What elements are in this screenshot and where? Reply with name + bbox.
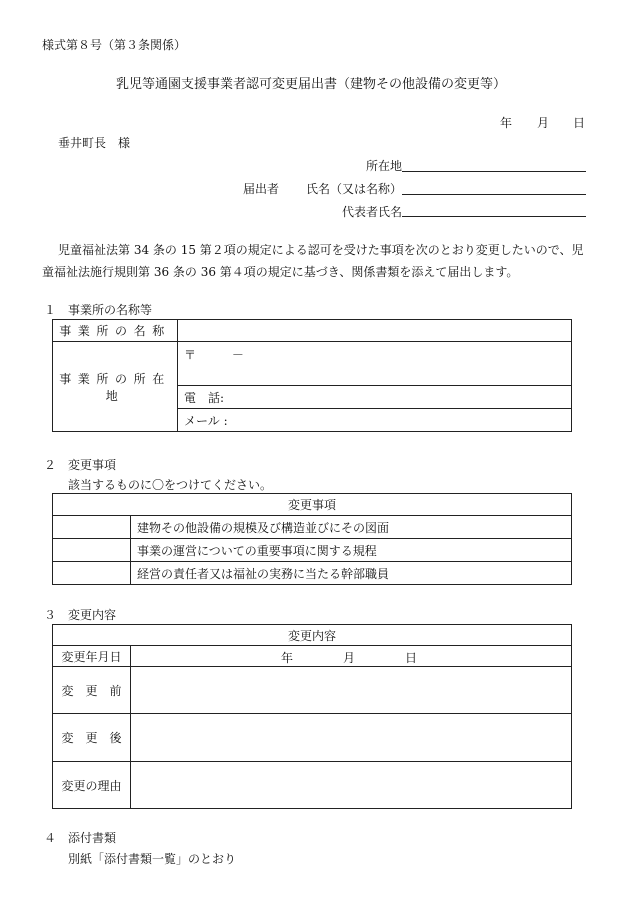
reason-field[interactable]	[131, 762, 572, 809]
facility-name-label: 事業所の名称	[53, 320, 178, 342]
mark-cell[interactable]	[53, 516, 131, 539]
applicant-group-label: 届出者	[243, 182, 280, 196]
after-field[interactable]	[131, 714, 572, 762]
reason-label: 変更の理由	[53, 762, 131, 809]
body-text-line1: 児童福祉法第 34 条の 15 第２項の規定による認可を受けた事項を次のとおり変更したいので、児	[58, 243, 584, 257]
applicant-address-label: 所在地	[366, 159, 403, 173]
applicant-name-line[interactable]	[402, 194, 586, 195]
representative-label: 代表者氏名	[342, 205, 403, 219]
addressee: 垂井町長 様	[58, 136, 131, 150]
change-item: 事業の運営についての重要事項に関する規程	[131, 539, 572, 562]
section4-text: 別紙「添付書類一覧」のとおり	[68, 852, 237, 866]
email-field[interactable]: メール :	[178, 409, 572, 432]
change-item: 建物その他設備の規模及び構造並びにその図面	[131, 516, 572, 539]
change-details-table	[52, 624, 572, 809]
facility-table	[52, 319, 572, 432]
postal-mark: 〒	[184, 348, 197, 362]
before-label: 変 更 前	[53, 667, 131, 714]
representative-line[interactable]	[402, 216, 586, 217]
change-date-day: 日	[405, 651, 418, 665]
section4-heading: ４ 添付書類	[44, 831, 117, 845]
section2-heading: ２ 変更事項	[44, 458, 117, 472]
date-month: 月	[537, 116, 550, 130]
mark-cell[interactable]	[53, 539, 131, 562]
postal-address-field[interactable]	[178, 342, 572, 386]
change-details-header: 変更内容	[53, 625, 572, 646]
change-items-header: 変更事項	[53, 494, 572, 516]
postal-dash: －	[231, 348, 244, 362]
applicant-name-label: 氏名（又は名称）	[306, 182, 403, 196]
after-label: 変 更 後	[53, 714, 131, 762]
body-text-line2: 童福祉法施行規則第 36 条の 36 第４項の規定に基づき、関係書類を添えて届出します。	[42, 265, 519, 279]
change-date-field[interactable]	[131, 646, 572, 667]
phone-field[interactable]: 電 話:	[178, 386, 572, 409]
facility-name-field[interactable]	[178, 320, 572, 342]
document-title: 乳児等通園支援事業者認可変更届出書（建物その他設備の変更等）	[116, 77, 507, 92]
form-number: 様式第８号（第３条関係）	[42, 38, 187, 52]
date-day: 日	[573, 116, 586, 130]
section2-instruction: 該当するものに〇をつけてください。	[68, 478, 273, 492]
before-field[interactable]	[131, 667, 572, 714]
section3-heading: ３ 変更内容	[44, 608, 117, 622]
change-item: 経営の責任者又は福祉の実務に当たる幹部職員	[131, 562, 572, 585]
change-date-label: 変更年月日	[53, 646, 131, 667]
mark-cell[interactable]	[53, 562, 131, 585]
section1-heading: １ 事業所の名称等	[44, 303, 153, 317]
change-date-month: 月	[343, 651, 356, 665]
facility-location-label: 事業所の所在地	[53, 342, 178, 432]
change-date-year: 年	[281, 651, 294, 665]
date-year: 年	[500, 116, 513, 130]
applicant-address-line[interactable]	[402, 171, 586, 172]
change-items-table	[52, 493, 572, 585]
